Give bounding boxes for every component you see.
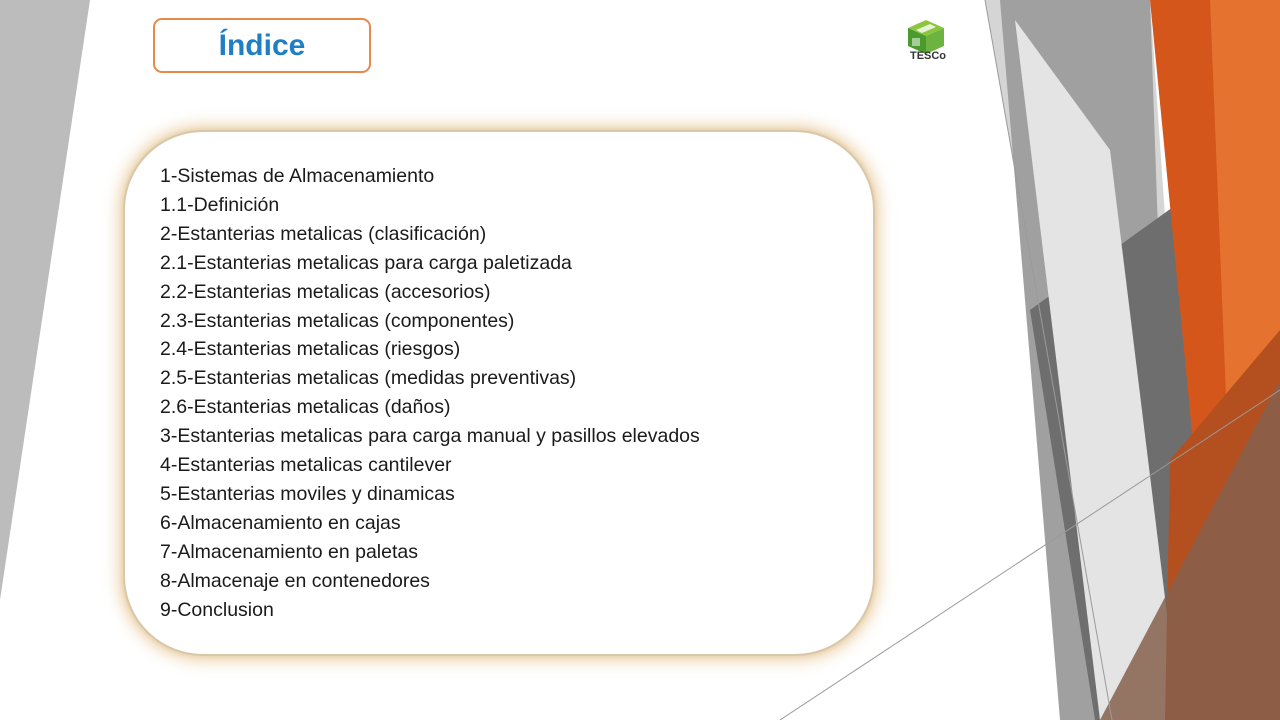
- index-card: [123, 130, 875, 656]
- index-item: 2.3-Estanterias metalicas (componentes): [160, 309, 515, 332]
- index-item: 9-Conclusion: [160, 598, 274, 621]
- title-box: [153, 18, 371, 73]
- index-item: 2.5-Estanterias metalicas (medidas preventivas): [160, 367, 577, 390]
- left-gray-wedge: [0, 0, 90, 600]
- index-item: 1.1-Definición: [160, 193, 280, 216]
- index-item: 1-Sistemas de Almacenamiento: [160, 165, 435, 187]
- slide-title: Índice: [218, 28, 306, 62]
- index-item: 2.4-Estanterias metalicas (riesgos): [160, 338, 461, 361]
- index-item: 2.1-Estanterias metalicas para carga paletizada: [160, 251, 572, 274]
- index-list: [160, 162, 700, 625]
- index-item: 3-Estanterias metalicas para carga manual y pasillos elevados: [160, 425, 700, 448]
- index-item: 8-Almacenaje en contenedores: [160, 569, 430, 592]
- index-item: 2.6-Estanterias metalicas (daños): [160, 396, 451, 419]
- index-item: 2-Estanterias metalicas (clasificación): [160, 222, 487, 245]
- index-item: 6-Almacenamiento en cajas: [160, 511, 401, 534]
- index-item: 7-Almacenamiento en paletas: [160, 540, 418, 563]
- index-item: 2.2-Estanterias metalicas (accesorios): [160, 280, 491, 303]
- index-item: 5-Estanterias moviles y dinamicas: [160, 482, 455, 505]
- index-item: 4-Estanterias metalicas cantilever: [160, 454, 452, 477]
- logo-text: TESCo: [909, 50, 947, 62]
